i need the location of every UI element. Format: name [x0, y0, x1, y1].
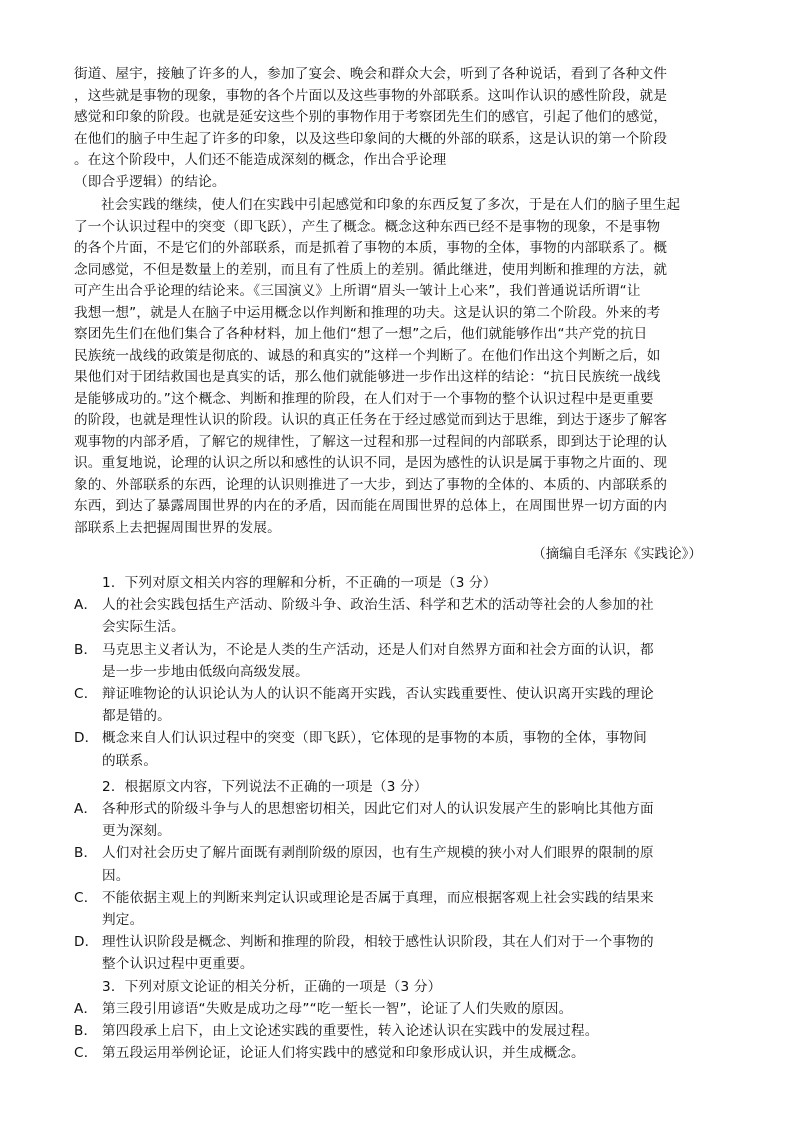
passage-line: 观事物的内部矛盾，了解它的规律性，了解这一过程和那一过程间的内部联系，即到达于论理的认 [74, 433, 668, 450]
option-letter: A． [74, 1000, 98, 1017]
passage-line: 是能够成功的。”这个概念、判断和推理的阶段，在人们对于一个事物的整个认识过程中是更重要 [74, 390, 654, 407]
passage-paragraph-2 [74, 195, 722, 539]
passage-line: （即合乎逻辑）的结论。 [74, 173, 226, 190]
passage-line: 的各个片面，不是它们的外部联系，而是抓着了事物的本质，事物的全体，事物的内部联系了。概 [74, 240, 668, 256]
option-a[interactable] [74, 594, 722, 638]
question-1 [74, 572, 722, 772]
passage-line: 在他们的脑子中生起了许多的印象，以及这些印象间的大概的外部的联系，这是认识的第一个阶段 [74, 130, 668, 147]
passage-line: 察团先生们在他们集合了各种材料，加上他们“想了一想”之后，他们就能够作出“共产党的抗日 [74, 326, 648, 342]
option-text: 是一步一步地由低级向高级发展。 [102, 663, 309, 680]
passage-line: 识。重复地说，论理的认识之所以和感性的认识不同，是因为感性的认识是属于事物之片面的、现 [74, 455, 668, 471]
option-text: 的联系。 [102, 752, 158, 769]
option-letter: C． [74, 1045, 98, 1062]
option-d[interactable] [74, 727, 722, 771]
passage-line: 的阶段，也就是理性认识的阶段。认识的真正任务在于经过感觉而到达于思维，到达于逐步了解客 [74, 412, 668, 428]
option-a[interactable] [74, 998, 722, 1020]
option-text: 人的社会实践包括生产活动、阶级斗争、政治生活、科学和艺术的活动等社会的人参加的社 [102, 597, 654, 614]
passage-line: ，这些就是事物的现象，事物的各个片面以及这些事物的外部联系。这叫作认识的感性阶段，就是 [74, 87, 668, 104]
option-text: 更为深刻。 [102, 823, 171, 840]
option-c[interactable] [74, 683, 722, 727]
option-d[interactable] [74, 931, 722, 975]
option-text: 概念来自人们认识过程中的突变（即飞跃），它体现的是事物的本质，事物的全体，事物间 [102, 730, 647, 747]
option-text: 第三段引用谚语“失败是成功之母”“吃一堑长一智”，论证了人们失败的原因。 [102, 1000, 573, 1017]
option-letter: C． [74, 686, 98, 703]
passage-line: 民族统一战线的政策是彻底的、诚恳的和真实的”这样一个判断了。在他们作出这个判断之后，如 [74, 347, 661, 364]
option-text: 都是错的。 [102, 708, 171, 725]
passage-line: 街道、屋宇，接触了许多的人，参加了宴会、晚会和群众大会，听到了各种说话，看到了各种文件 [74, 66, 668, 82]
question-stem: 1．下列对原文相关内容的理解和分析，不正确的一项是（3 分） [102, 575, 497, 591]
option-letter: A． [74, 801, 98, 818]
option-text: 第四段承上启下，由上文论述实践的重要性，转入论述认识在实践中的发展过程。 [102, 1023, 599, 1040]
question-list [74, 572, 722, 1064]
option-letter: D． [74, 730, 99, 747]
question-3 [74, 976, 722, 1065]
question-stem: 2．根据原文内容，下列说法不正确的一项是（3 分） [102, 778, 428, 795]
option-a[interactable] [74, 798, 722, 842]
option-text: 辩证唯物论的认识论认为人的认识不能离开实践，否认实践重要性、使认识离开实践的理论 [102, 686, 654, 703]
passage-line: 。在这个阶段中，人们还不能造成深刻的概念，作出合乎论理 [74, 152, 447, 168]
option-c[interactable] [74, 887, 722, 931]
option-text: 判定。 [102, 912, 144, 929]
passage-source: （摘编自毛泽东《实践论》） [532, 546, 702, 562]
option-letter: B． [74, 845, 98, 862]
option-b[interactable] [74, 639, 722, 683]
option-letter: B． [74, 1023, 98, 1040]
passage-line: 象的、外部联系的东西，论理的认识则推进了一大步，到达了事物的全体的、本质的、内部联系的 [74, 476, 668, 493]
passage-line: 东西，到达了暴露周围世界的内在的矛盾，因而能在周围世界的总体上，在周围世界一切方面的内 [74, 498, 668, 514]
option-text: 因。 [102, 867, 130, 884]
option-letter: A． [74, 597, 98, 614]
option-text: 第五段运用举例论证，论证人们将实践中的感觉和印象形成认识，并生成概念。 [102, 1045, 585, 1062]
passage-line: 果他们对于团结救国也是真实的话，那么他们就能够进一步作出这样的结论：“抗日民族统一战线 [74, 369, 661, 385]
option-text: 整个认识过程中更重要。 [102, 956, 254, 973]
option-text: 理性认识阶段是概念、判断和推理的阶段，相较于感性认识阶段，其在人们对于一个事物的 [102, 934, 654, 951]
option-letter: D． [74, 934, 99, 951]
passage-line: 可产生出合乎论理的结论来。《三国演义》上所谓“眉头一皱计上心来”，我们普通说话所谓“让 [74, 283, 641, 299]
option-c[interactable] [74, 1042, 722, 1064]
option-b[interactable] [74, 842, 722, 886]
passage-line: 感觉和印象的阶段。也就是延安这些个别的事物作用于考察团先生们的感官，引起了他们的感觉， [74, 109, 668, 125]
option-text: 各种形式的阶级斗争与人的思想密切相关，因此它们对人的认识发展产生的影响比其他方面 [102, 801, 654, 818]
option-text: 会实际生活。 [102, 619, 185, 636]
passage-line: 社会实践的继续，使人们在实践中引起感觉和印象的东西反复了多次，于是在人们的脑子里生起 [101, 197, 681, 213]
passage-line: 我想一想”，就是人在脑子中运用概念以作判断和推理的功夫。这是认识的第二个阶段。外来的考 [74, 304, 661, 321]
passage-paragraph-1 [74, 64, 722, 193]
option-letter: B． [74, 641, 98, 658]
option-text: 马克思主义者认为，不论是人类的生产活动，还是人们对自然界方面和社会方面的认识，都 [102, 641, 654, 658]
passage-line: 了一个认识过程中的突变（即飞跃），产生了概念。概念这种东西已经不是事物的现象，不是事物 [74, 218, 661, 235]
question-stem: 3．下列对原文论证的相关分析，正确的一项是（3 分） [102, 978, 442, 995]
option-text: 人们对社会历史了解片面既有剥削阶级的原因，也有生产规模的狭小对人们眼界的限制的原 [102, 845, 654, 862]
question-2 [74, 776, 722, 976]
option-b[interactable] [74, 1020, 722, 1042]
passage-line: 部联系上去把握周围世界的发展。 [74, 519, 281, 536]
passage-line: 念同感觉，不但是数量上的差别，而且有了性质上的差别。循此继进，使用判断和推理的方法，就 [74, 261, 668, 278]
option-letter: C． [74, 889, 98, 906]
option-text: 不能依据主观上的判断来判定认识或理论是否属于真理，而应根据客观上社会实践的结果来 [102, 889, 654, 906]
